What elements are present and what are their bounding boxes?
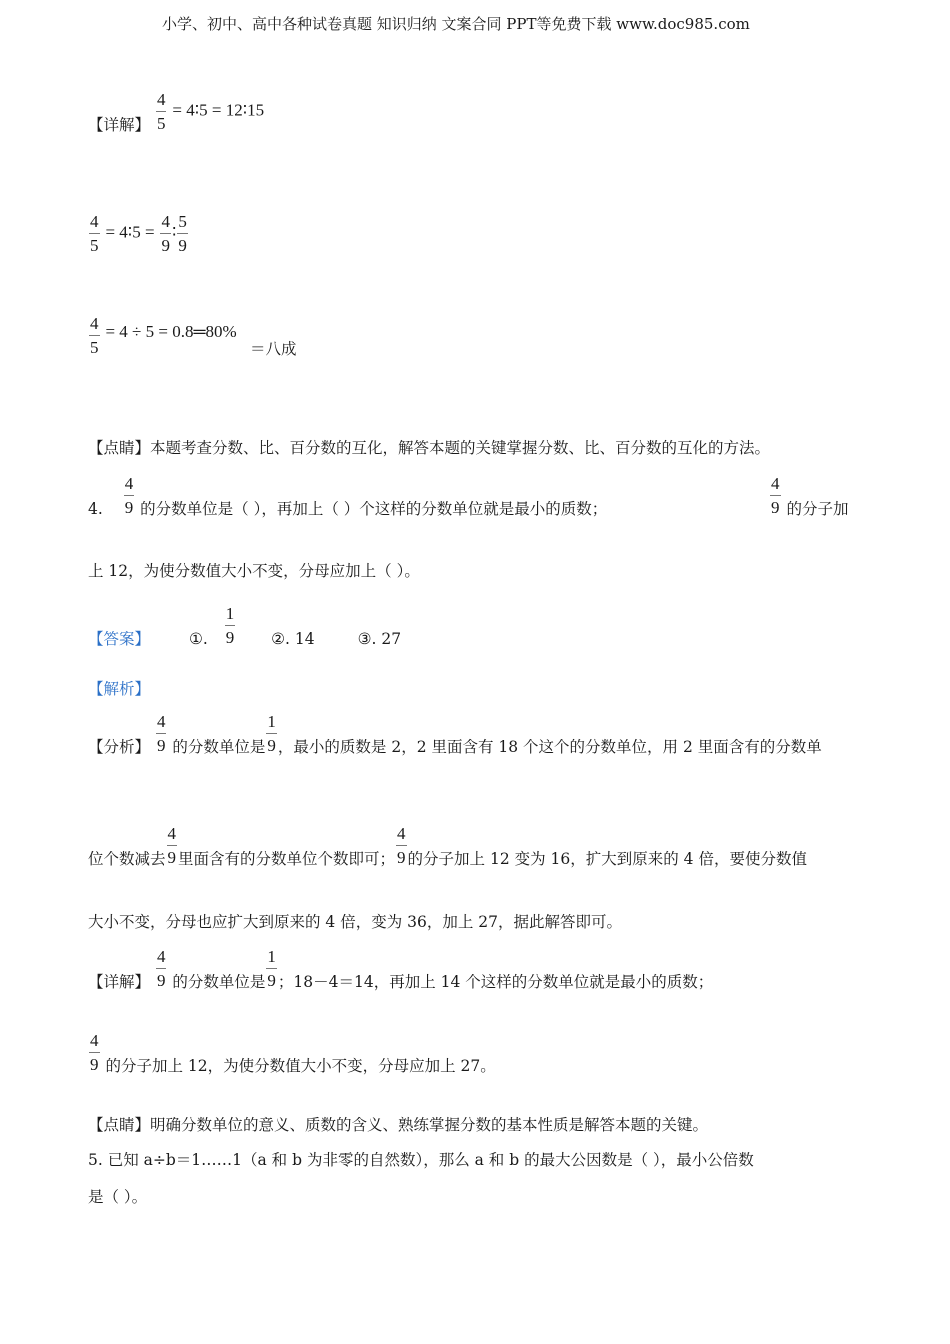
q3-line3-tail: ＝八成 [250, 340, 297, 358]
q3-point: 【点睛】本题考查分数、比、百分数的互化，解答本题的关键掌握分数、比、百分数的互化的方法。 [88, 439, 771, 457]
q3-line1-numerator: 4 [156, 90, 167, 112]
q4-analysis-l2-numerator: 4 [167, 824, 178, 846]
q3-line2b-numerator: 5 [177, 212, 188, 234]
q5-line1: 5. 已知 a÷b＝1……1（a 和 b 为非零的自然数），那么 a 和 b 的最大公因数是（ ），最小公倍数 [88, 1151, 754, 1169]
q3-detail-line2 [88, 212, 189, 255]
q4-number: 4. [88, 499, 103, 518]
q4-detail-l2-text: 的分子加上 12，为使分数值大小不变，分母应加上 27。 [105, 1056, 496, 1075]
q4-analysis-l2-2-denominator: 9 [397, 848, 406, 867]
q5-line2: 是（ ）。 [88, 1188, 148, 1206]
q4-detail-label: 【详解】 [88, 972, 151, 991]
q4-frac-repeat-denominator: 9 [771, 498, 780, 517]
q4-stem-line1 [88, 474, 868, 517]
q4-stem-line1-end [769, 474, 848, 517]
q4-detail-l2-numerator: 4 [89, 1031, 100, 1053]
q4-stem-line2: 上 12，为使分数值大小不变，分母应加上（ ）。 [88, 562, 420, 580]
q4-analysis-frac-numerator: 4 [156, 712, 167, 734]
q4-analysis-l2-denominator: 9 [167, 848, 177, 867]
q3-detail-label: 【详解】 [88, 115, 151, 134]
q4-fraction-repeat [770, 474, 781, 517]
q3-line2-numerator: 4 [89, 212, 100, 234]
q4-analysis-a: 的分数单位是 [172, 737, 266, 756]
q3-detail-line3 [88, 314, 237, 357]
q4-fraction [124, 474, 135, 517]
q4-frac-repeat-numerator: 4 [770, 474, 781, 496]
q4-analysis-l2-b: 里面含有的分数单位个数即可； [178, 849, 396, 868]
q3-line2-equation: = 4∶5 = [105, 222, 155, 242]
q4-answer-1-mark: ①. [188, 629, 208, 648]
q4-stem-b: 的分子加 [786, 499, 849, 518]
q4-stem-a: 的分数单位是（ ），再加上（ ）个这样的分数单位就是最小的质数； [140, 499, 608, 518]
q4-analysis-l2-fraction [167, 824, 178, 867]
q4-detail-line1 [88, 947, 713, 990]
q4-answer-1-denominator: 9 [225, 628, 235, 647]
q4-analysis-fraction [156, 712, 167, 755]
q4-detail-a: 的分数单位是 [172, 972, 266, 991]
q4-point: 【点睛】明确分数单位的意义、质数的含义、熟练掌握分数的基本性质是解答本题的关键。 [88, 1116, 709, 1134]
q3-line2-colon: ∶ [171, 222, 177, 242]
q4-answer [88, 604, 401, 647]
q4-analysis-l2-a: 位个数减去 [88, 849, 166, 868]
q4-analysis-l2-2-numerator: 4 [396, 824, 407, 846]
q3-line3-numerator: 4 [89, 314, 100, 336]
q4-detail-l2-denominator: 9 [90, 1055, 99, 1074]
page-header: 小学、初中、高中各种试卷真题 知识归纳 文案合同 PPT等免费下载 www.doc985.com [162, 15, 750, 33]
q3-line3-equation: = 4 ÷ 5 = 0.8═80% [105, 321, 237, 341]
q4-analysis-line1 [88, 712, 822, 755]
q4-analysis-frac-denominator: 9 [156, 736, 166, 755]
q3-line2-denominator: 5 [90, 236, 99, 255]
q3-line2-fraction-b [177, 212, 188, 255]
q3-line1-denominator: 5 [156, 114, 166, 133]
q4-analysis-label: 【解析】 [88, 680, 151, 698]
q4-answer-label: 【答案】 [88, 629, 151, 648]
q4-detail-b: ；18－4＝14，再加上 14 个这样的分数单位就是最小的质数； [277, 972, 714, 991]
q4-analysis-line2 [88, 824, 807, 867]
q3-line2b-denominator: 9 [178, 236, 187, 255]
q4-detail-unit-numerator: 1 [266, 947, 277, 969]
q4-analysis-b: ，最小的质数是 2，2 里面含有 18 个这个的分数单位，用 2 里面含有的分数单 [277, 737, 822, 756]
q4-analysis-unit-denominator: 9 [267, 736, 276, 755]
q4-answer-1-numerator: 1 [225, 604, 236, 626]
q3-line2-fraction-a [160, 212, 171, 255]
q4-answer-2: ②. 14 [271, 629, 315, 648]
q4-detail-unit-fraction [266, 947, 277, 990]
q4-detail-frac-denominator: 9 [156, 971, 166, 990]
q4-analysis-l2-fraction-2 [396, 824, 407, 867]
q4-answer-3: ③. 27 [357, 629, 402, 648]
q4-analysis-l2-c: 的分子加上 12 变为 16，扩大到原来的 4 倍，要使分数值 [407, 849, 807, 868]
q4-detail-fraction [156, 947, 167, 990]
q4-analysis-unit-fraction [266, 712, 277, 755]
q3-detail-line1 [88, 90, 264, 133]
q3-line3-fraction [89, 314, 100, 357]
q4-detail-frac-numerator: 4 [156, 947, 167, 969]
q4-analysis-line3: 大小不变，分母也应扩大到原来的 4 倍，变为 36，加上 27，据此解答即可。 [88, 913, 623, 931]
q4-frac-denominator: 9 [124, 498, 134, 517]
q3-line3-denominator: 5 [90, 338, 99, 357]
q3-line2-fraction [89, 212, 100, 255]
q4-frac-numerator: 4 [124, 474, 135, 496]
q4-analysis-unit-numerator: 1 [266, 712, 277, 734]
q4-detail-unit-denominator: 9 [267, 971, 276, 990]
q4-analysis-prefix: 【分析】 [88, 737, 151, 756]
q4-detail-l2-fraction [89, 1031, 100, 1074]
q4-answer-1-fraction [225, 604, 236, 647]
q4-detail-line2 [88, 1031, 496, 1074]
q3-line1-fraction [156, 90, 167, 133]
q3-line1-equation: = 4∶5 = 12∶15 [172, 100, 265, 120]
q3-line2a-numerator: 4 [160, 212, 171, 234]
q3-line2a-denominator: 9 [161, 236, 170, 255]
